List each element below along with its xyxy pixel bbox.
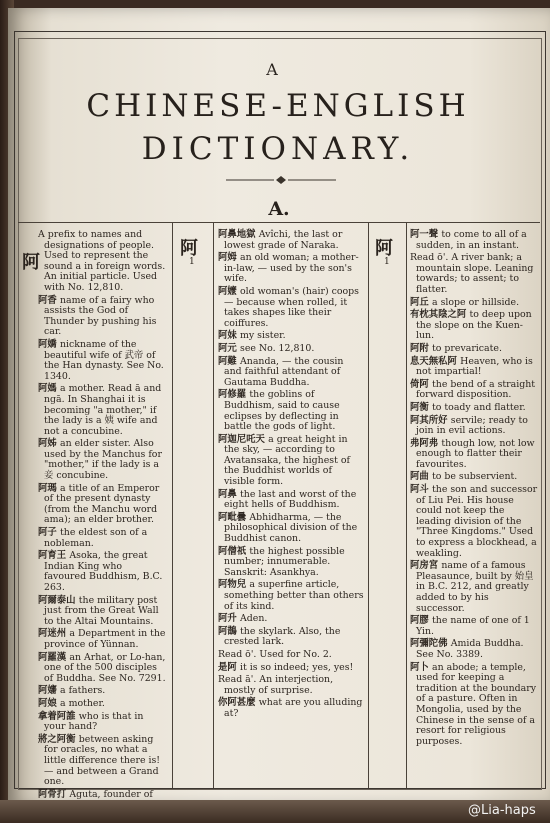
column-rule-2 — [213, 222, 214, 788]
entry-definition: name of a famous Pleasaunce, built by 始皇 in B.C. 212, and greatly added to by his successor. — [416, 560, 534, 614]
dictionary-entry — [218, 698, 364, 719]
entry-definition: the eldest son of a nobleman. — [44, 527, 148, 549]
dictionary-entry — [410, 357, 538, 378]
dictionary-entry — [410, 485, 538, 559]
dictionary-entry — [38, 551, 166, 593]
entry-chinese: 阿膠 — [410, 615, 433, 627]
entry-chinese: 阿僧祇 — [218, 545, 250, 557]
entry-definition: my sister. — [240, 330, 286, 342]
head-char-left: 阿 — [22, 252, 40, 273]
entry-chinese: 阿嬸 — [38, 685, 61, 697]
dictionary-entry — [38, 699, 166, 710]
entry-chinese: 阿房宮 — [410, 560, 442, 572]
entry-chinese: 阿骨打 — [38, 788, 70, 800]
entry-definition: Read ō'. A river bank; a mountain slope. Leaning towards; to assent; to flatter. — [410, 252, 534, 295]
entry-definition: an old woman; a mother-in-law, — used by the son's wife. — [224, 252, 359, 285]
entry-definition: name of a fairy who assists the God of Thunder by pushing his car. — [44, 294, 157, 338]
entry-chinese: 阿難 — [218, 355, 241, 367]
entry-definition: though low, not low enough to flatter their favourites. — [416, 437, 535, 470]
entry-chinese: 拿着阿誰 — [38, 710, 79, 722]
dictionary-entry — [410, 403, 538, 414]
watermark: @Lia-haps — [468, 803, 536, 818]
dictionary-entry — [410, 439, 538, 471]
dictionary-entry — [218, 331, 364, 342]
middle-column — [218, 230, 364, 786]
dictionary-entry — [410, 663, 538, 748]
dictionary-entry — [218, 357, 364, 389]
entry-definition: A prefix to names and designations of people. Used to represent the sound a in foreign words. An initial particle. Used with No. 12,810. — [38, 229, 166, 293]
dictionary-entry — [410, 310, 538, 342]
dictionary-entry — [218, 513, 364, 545]
entry-definition: Avîchi, the last or lowest grade of Naraka. — [224, 229, 343, 251]
entry-definition: a slope or hillside. — [432, 296, 520, 308]
entry-chinese: 阿香 — [38, 294, 61, 306]
head-num-middle: 1 — [189, 257, 195, 267]
entry-chinese: 有枕其陰之阿 — [410, 309, 470, 321]
entry-chinese: 弗阿弗 — [410, 437, 442, 449]
entry-chinese: 阿升 — [218, 613, 241, 625]
dictionary-entry — [410, 416, 538, 437]
entry-definition: servile; ready to join in evil actions. — [416, 414, 528, 437]
entry-chinese: 將之阿衡 — [38, 733, 79, 745]
entry-chinese: 阿羅漢 — [38, 651, 70, 663]
entry-definition: the goblins of Buddhism, said to cause eclipses by deflecting in battle the gods of light. — [224, 389, 340, 433]
head-char-middle: 阿 — [180, 238, 198, 259]
entry-chinese: 阿衡 — [410, 401, 433, 413]
entry-chinese: 阿彌陀佛 — [410, 638, 451, 650]
entry-chinese: 阿物兒 — [218, 579, 250, 591]
title-line-1: CHINESE-ENGLISH — [86, 88, 470, 124]
entry-definition: Read ō'. Used for No. 2. — [218, 648, 332, 660]
entry-definition: to be subservient. — [432, 471, 518, 483]
title-line-2: DICTIONARY. — [141, 131, 415, 167]
dictionary-entry — [38, 528, 166, 549]
entry-chinese: 阿丘 — [410, 296, 433, 308]
section-letter: A. — [268, 198, 290, 220]
column-rule-4 — [406, 222, 407, 788]
dictionary-entry — [218, 490, 364, 511]
entry-definition: it is so indeed; yes, yes! — [240, 661, 354, 673]
entry-chinese: 阿妹 — [218, 330, 241, 342]
entry-chinese: 阿嬤 — [218, 285, 241, 297]
entry-definition: between asking for oracles, no what a little difference there is! — and between a Grand one. — [44, 733, 161, 788]
dictionary-entry — [218, 435, 364, 488]
entry-chinese: 阿姆 — [218, 252, 241, 264]
entry-chinese: 阿鵲 — [218, 625, 241, 637]
dictionary-entry — [410, 344, 538, 355]
entry-chinese: 阿斗 — [410, 484, 433, 496]
dictionary-entry — [38, 686, 166, 697]
entry-chinese: 阿一聲 — [410, 229, 442, 240]
entry-chinese: 阿曲 — [410, 471, 433, 483]
entry-chinese: 阿修羅 — [218, 389, 250, 401]
entry-definition: a fathers. — [60, 685, 106, 697]
entry-definition: Read ā'. An interjection, mostly of surprise. — [218, 674, 334, 696]
entry-definition: see No. 12,810. — [240, 342, 315, 354]
entry-definition: an Arhat, or Lo-han, one of the 500 disciples of Buddha. See No. 7291. — [44, 651, 166, 684]
dictionary-entry — [218, 344, 364, 355]
entry-definition: the military post just from the Great Wall to the Altai Mountains. — [44, 594, 159, 627]
column-rule-3 — [368, 222, 369, 788]
dictionary-entry — [410, 561, 538, 614]
entry-chinese: 阿嬌 — [38, 338, 61, 350]
dictionary-entry — [38, 340, 166, 382]
dictionary-entry — [218, 627, 364, 648]
entry-definition: Abhidharma, — the philosophical division of the Buddhist canon. — [224, 511, 358, 545]
dictionary-entry — [38, 439, 166, 481]
dictionary-entry — [218, 287, 364, 329]
entry-definition: old woman's (hair) coops — because when rolled, it takes shapes like their coiffures. — [224, 285, 359, 329]
entry-definition: to come to all of a sudden, in an instant. — [416, 229, 527, 251]
head-num-right: 1 — [384, 257, 390, 267]
dictionary-entry — [218, 547, 364, 579]
entry-definition: Amida Buddha. See No. 3389. — [416, 638, 524, 660]
dictionary-entry — [38, 384, 166, 437]
dictionary-entry — [410, 616, 538, 637]
entry-chinese: 阿其所好 — [410, 414, 451, 426]
entry-chinese: 阿附 — [410, 342, 433, 354]
dictionary-entry — [410, 380, 538, 401]
title-ornament — [226, 176, 336, 184]
dictionary-entry — [218, 580, 364, 612]
entry-definition: a mother. — [60, 697, 105, 709]
entry-chinese: 息天無私阿 — [410, 355, 461, 367]
dictionary-entry — [410, 472, 538, 483]
entry-chinese: 阿瑪 — [38, 482, 61, 494]
dictionary-page — [8, 8, 550, 805]
entry-definition: the bend of a straight forward disposition. — [416, 378, 536, 401]
entry-chinese: 阿育王 — [38, 550, 70, 562]
entry-definition: to prevaricate. — [432, 342, 502, 354]
dictionary-entry — [218, 614, 364, 625]
dictionary-entry — [410, 639, 538, 660]
entry-definition: a Department in the province of Yünnan. — [44, 628, 166, 650]
entry-chinese: 阿卜 — [410, 661, 433, 673]
title-article: A — [266, 60, 280, 79]
dictionary-entry — [410, 230, 538, 251]
entry-chinese: 你阿甚麼 — [218, 697, 259, 709]
entry-definition: a title of an Emperor of the present dynasty (from the Manchu word ama); an elder brother. — [44, 482, 160, 526]
dictionary-entry — [218, 675, 364, 696]
column-rule-1 — [172, 222, 173, 788]
entry-definition: Aguta, founder of — [69, 788, 153, 800]
entry-definition: the highest possible number; innumerable. Sanskrit: Asankhya. — [224, 545, 345, 578]
entry-definition: the name of one of 1 Yin. — [416, 615, 530, 637]
section-rule — [18, 222, 540, 223]
entry-definition: the last and worst of the eight hells of Buddhism. — [224, 488, 357, 511]
dictionary-entry — [38, 653, 166, 685]
entry-chinese: 阿鼻 — [218, 488, 241, 500]
entry-definition: an elder sister. Also used by the Manchus for "mother," if the lady is a 妾 concubine. — [44, 438, 162, 482]
dictionary-entry — [38, 230, 166, 294]
dictionary-entry — [218, 253, 364, 285]
entry-chinese: 阿娘 — [38, 697, 61, 709]
entry-chinese: 是阿 — [218, 661, 241, 673]
right-column — [410, 230, 538, 786]
entry-definition: what are you alluding at? — [224, 697, 363, 719]
head-char-right: 阿 — [375, 238, 393, 259]
entry-chinese: 阿迦尼吒天 — [218, 433, 269, 445]
entry-chinese: 阿爾泰山 — [38, 594, 79, 606]
entry-definition: a great height in the sky, — according to Avatansaka, the highest of the Buddhist worlds of visible form. — [224, 433, 350, 488]
entry-definition: a superfine article, something better than others of its kind. — [224, 579, 364, 612]
left-column — [38, 229, 166, 800]
entry-chinese: 阿姊 — [38, 438, 61, 450]
entry-chinese: 阿毗曇 — [218, 511, 250, 523]
entry-definition: to toady and flatter. — [432, 401, 526, 413]
entry-definition: the son and successor of Liu Pei. His house could not keep the leading division of the "Three Kingdoms." Used to express a blockhead, a weakling. — [416, 484, 538, 559]
entry-definition: the skylark. Also, the crested lark. — [224, 625, 341, 648]
entry-definition: an abode; a temple, used for keeping a tradition at the boundary of a pasture. Often in Mongolia, used by the Chinese in the sense of a resort for religious purposes. — [416, 661, 537, 747]
entry-definition: to deep upon the slope on the Kuen-lun. — [416, 309, 532, 342]
entry-chinese: 阿鼻地獄 — [218, 229, 259, 240]
entry-chinese: 倚阿 — [410, 378, 433, 390]
dictionary-entry — [38, 712, 166, 733]
dictionary-entry — [218, 663, 364, 674]
entry-chinese: 阿媽 — [38, 383, 61, 395]
entry-chinese: 阿迷州 — [38, 628, 70, 640]
entry-chinese: 阿元 — [218, 342, 241, 354]
dictionary-entry — [218, 390, 364, 432]
entry-definition: Aden. — [240, 613, 268, 625]
entry-chinese: 阿子 — [38, 527, 61, 539]
entry-definition: Ananda, — the cousin and faithful attendant of Gautama Buddha. — [224, 355, 344, 388]
dictionary-entry — [38, 484, 166, 526]
dictionary-entry — [38, 629, 166, 650]
dictionary-entry — [410, 298, 538, 309]
dictionary-entry — [218, 230, 364, 251]
dictionary-entry — [38, 296, 166, 338]
entry-definition: a mother. Read ā and ngā. In Shanghai it is becoming "a mother," if the lady is a 姨 wife and not a concubine. — [44, 383, 162, 437]
entry-definition: Heaven, who is not impartial! — [416, 355, 533, 378]
dictionary-entry — [38, 735, 166, 788]
dictionary-entry — [38, 596, 166, 628]
entry-definition: nickname of the beautiful wife of 武帝 of the Han dynasty. See No. 1340. — [44, 338, 164, 382]
entry-definition: who is that in your hand? — [44, 710, 144, 733]
dictionary-entry — [410, 253, 538, 295]
dictionary-entry — [218, 650, 364, 661]
entry-definition: Asoka, the great Indian King who favoured Buddhism, B.C. 263. — [44, 550, 163, 593]
